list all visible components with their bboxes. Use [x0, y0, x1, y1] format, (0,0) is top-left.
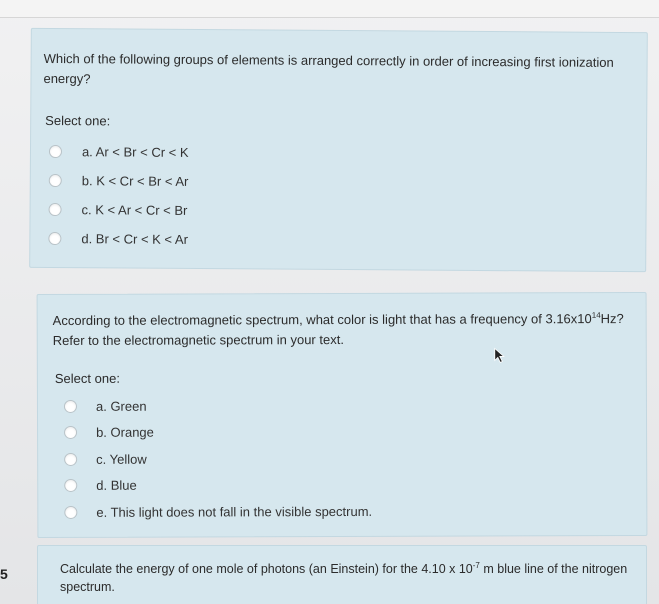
option-label: b. K < Cr < Br < Ar: [81, 173, 189, 189]
option-a[interactable]: [49, 137, 189, 167]
radio-button[interactable]: [64, 453, 77, 466]
option-e[interactable]: [64, 498, 372, 526]
answer-options: [64, 392, 372, 526]
radio-button[interactable]: [49, 203, 62, 216]
question-text-part: Calculate the energy of one mole of photons (an Einstein) for the 4.10 x 10: [60, 562, 473, 576]
option-label: a. Ar < Br < Cr < K: [81, 144, 189, 160]
exponent: 14: [591, 310, 601, 320]
radio-button[interactable]: [64, 426, 77, 439]
option-label: e. This light does not fall in the visible spectrum.: [96, 503, 373, 520]
top-strip: [0, 0, 659, 18]
radio-button[interactable]: [48, 232, 61, 245]
option-label: c. Yellow: [96, 451, 147, 467]
option-d[interactable]: [64, 471, 372, 499]
answer-options: [48, 137, 188, 254]
question-card-ionization: [29, 28, 648, 272]
radio-button[interactable]: [64, 506, 77, 519]
radio-button[interactable]: [49, 145, 62, 158]
question-card-photon-energy: [37, 545, 647, 604]
question-text: Which of the following groups of elements is arranged correctly in order of increasing first ionization energy?: [43, 50, 614, 87]
question-number: 5: [0, 566, 8, 582]
option-d[interactable]: [48, 224, 188, 254]
radio-button[interactable]: [64, 479, 77, 492]
option-label: b. Orange: [96, 424, 154, 441]
radio-button[interactable]: [49, 174, 62, 187]
select-one-label: Select one:: [45, 112, 111, 129]
radio-button[interactable]: [64, 400, 77, 413]
question-card-spectrum: [37, 292, 648, 538]
exponent: -7: [472, 560, 480, 570]
option-label: a. Green: [95, 398, 147, 414]
option-label: d. Br < Cr < K < Ar: [81, 231, 189, 247]
option-c[interactable]: [48, 195, 188, 225]
question-text-part: Hz? Refer to the electromagnetic spectrum in your text.: [52, 311, 624, 349]
option-label: c. K < Ar < Cr < Br: [81, 202, 188, 218]
question-text: [53, 309, 643, 351]
question-text: [60, 560, 640, 596]
mouse-cursor-icon: [493, 347, 507, 363]
option-a[interactable]: [64, 392, 372, 420]
option-c[interactable]: [64, 445, 372, 473]
option-b[interactable]: [64, 418, 372, 446]
question-text-part: According to the electromagnetic spectrum, what color is light that has a frequency of 3.16x10: [52, 311, 592, 329]
select-one-label: Select one:: [54, 370, 120, 387]
option-label: d. Blue: [96, 477, 137, 494]
question-text-part: m blue line of the nitrogen spectrum.: [60, 562, 628, 594]
option-b[interactable]: [49, 166, 189, 196]
